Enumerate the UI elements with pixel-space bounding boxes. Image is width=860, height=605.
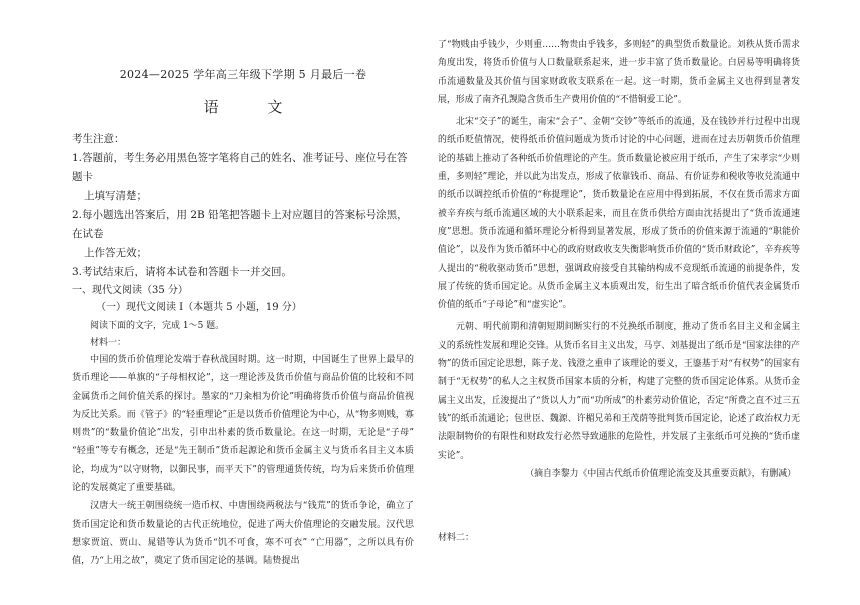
note-item: 1.答题前，考生务必用黑色签字笔将自己的姓名、准考证号、座位号在答题卡 bbox=[72, 152, 408, 183]
source-citation: （摘自李黎力《中国古代纸币价值理论流变及其重要贡献》，有删减） bbox=[525, 468, 796, 479]
exam-notes bbox=[72, 130, 414, 282]
paragraph: 汉唐大一统王朝围绕统一造币权、中唐围绕两税法与“钱荒”的货币争论，确立了货币国定论和货币数量论的古代正统地位，促进了两大价值理论的交融发展。汉代思想家贾谊、贾山、晁错等认为货币“饥不可食，寒不可衣” “亡用器”，之所以具有价值，乃“上用之故”，奠定了货币国定论的基调。陆贽提出 bbox=[72, 501, 414, 567]
material-label: 材料二： bbox=[438, 533, 475, 543]
paragraph: 元朝、明代前期和清朝短期间断实行的不兑换纸币制度，推动了货币名目主义和金属主义的系统性发展和理论交锋。从货币名目主义出发，马亨、刘基提出了纸币是“国家法律的产物”的货币国定论思想，陈子龙、钱澄之重申了该理论的要义，王鎏基于对“有权势”的国家有制于“无权势”的私人之主权货币国家本质的分析，构建了完整的货币国定论体系。从货币金属主义出发，丘浚提出了“货以人力”而“功所成”的朴素劳动价值论，否定“所费之直不过三五钱”的纸币流通论；包世臣、魏源、许楣兄弟和王茂荫等批判货币国定论，论述了政治权力无法限制物价的有限性和财政发行必然导致通胀的危险性，并发展了主张纸币可兑换的“货币虚实论”。 bbox=[438, 322, 800, 461]
subject-title: 语 文 bbox=[203, 98, 305, 116]
material-one-continued bbox=[438, 36, 800, 483]
note-item: 上填写清楚； bbox=[84, 190, 147, 202]
subsection-heading: （一）现代文阅读 I（本题共 5 小题，19 分） bbox=[96, 302, 302, 313]
section-heading: 一、现代文阅读（35 分） bbox=[72, 285, 188, 296]
paragraph: 北宋“交子”的诞生，南宋“会子”、金朝“交钞”等纸币的流通，及在钱钞并行过程中出现的纸币贬值情况，使得纸币价值问题成为货币讨论的中心问题，进而在过去历朝货币价值理论的基础上推动了各种纸币价值理论的产生。货币数量论被应用于纸币，产生了宋孝宗“少则重，多则轻”理论，并以此为出发点，形成了依靠钱币、商品、有价证券和税收等收兑流通中的纸币以调控纸币价值的“称提理论”，货币数量论在应用中得到拓展，不仅在货币需求方面被辛弃疾与纸币流通区域的大小联系起来，而且在货币供给方面由沈括提出了“货币流通速度”思想。货币流通和循环理论分析得到显著发展，形成了货币的价值来源于流通的“职能价值论”，以及作为货币循环中心的政府财政收支失衡影响货币价值的“货币财政论”，辛弃疾等人提出的“税收驱动货币”思想，强调政府接受自其输纳构成不竞现纸币流通的前提条件，发展了传统的货币国定论。从货币金属主义本质观出发，衍生出了暗含纸币价值代表金属货币价值的纸币“子母论”和“虚实论”。 bbox=[438, 117, 800, 311]
material-label: 材料一： bbox=[90, 338, 127, 348]
note-item: 2.每小题选出答案后，用 2B 铅笔把答题卡上对应题目的答案标号涂黑，在试卷 bbox=[72, 209, 408, 240]
material-one-text bbox=[72, 351, 414, 571]
paragraph: 了“物贱由乎钱少，少则重……物贵由乎钱多，多则轻”的典型货币数量论。刘秩从货币需求角度出发，将货币价值与人口数量联系起来，进一步丰富了货币数量论。白居易等明确将货币流通数量及其价值与国家财政收支联系在一起。这一时期，货币金属主义也得到显著发展，形成了南齐孔觊隐含货币生产费用价值的“不惜铜爱工论”。 bbox=[438, 40, 800, 105]
exam-title: 2024—2025 学年高三年级下学期 5 月最后一卷 bbox=[119, 68, 367, 81]
reading-instruction: 阅读下面的文字，完成 1～5 题。 bbox=[90, 321, 225, 331]
paragraph: 中国的货币价值理论发端于春秋战国时期。这一时期，中国诞生了世界上最早的货币理论——单旗的“子母相权论”，这一理论涉及货币价值与商品价值的比较和不同金属货币之间价值关系的探讨。墨家的“刀籴相为价论”明确将货币价值与商品价值视为反比关系。而《管子》的“轻重理论”正是以货币价值理论为中心，从“物多则贱，寡则贵”的“数量价值论”出发，引申出朴素的货币数量论。在这一时期，无论是“子母” “轻重”等专有概念，还是“先王制币”货币起源论和货币金属主义与货币名目主义本质论，均成为“以守财物，以御民事，而平天下”的管理通货传统，均为后来货币价值理论的发展奠定了重要基础。 bbox=[72, 355, 414, 494]
notes-heading: 考生注意： bbox=[72, 133, 125, 145]
note-item: 3.考试结束后，请将本试卷和答题卡一并交回。 bbox=[72, 266, 293, 278]
note-item: 上作答无效； bbox=[84, 247, 147, 259]
